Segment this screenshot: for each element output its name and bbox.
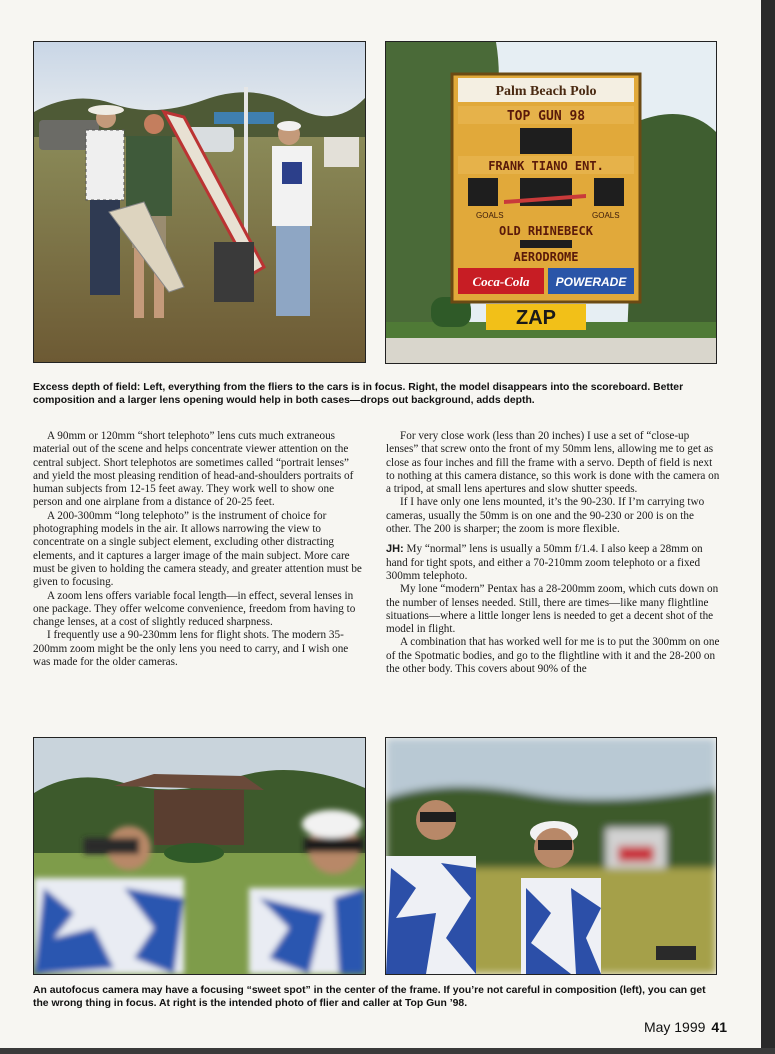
scoreboard-zap-logo: ZAP <box>516 307 556 329</box>
paragraph: For very close work (less than 20 inches) I use a set of “close-up lenses” that screw onto the front of my 50mm lens, allowing me to get as close as four inches and fill the frame with a servo. Depth of field is next to nothing at this camera distance, so this work is done with the camera on a tripod, at small lens apertures and slow shutter speeds. <box>386 430 720 496</box>
page-bottom-shadow <box>0 1048 775 1054</box>
paragraph: A 90mm or 120mm “short telephoto” lens cuts much extraneous material out of the scene and helps concentrate viewer attention on the central subject. Short telephotos are sometimes called “portrait lenses” and yield the most pleasing rendition of head-and-shoulders portraits of human subjects from 12-15 feet away. They work well to show one person and one airplane from a distance of 20-25 feet. <box>33 430 354 509</box>
photo-caption-top: Excess depth of field: Left, everything from the fliers to the cars is in focus. Right, the model disappears into the scoreboard. Better composition and a larger lens opening would help in both cases—drops out background, adds depth. <box>33 382 684 406</box>
paragraph: A zoom lens offers variable focal length—in effect, several lenses in one package. They offer welcome convenience, freedom from having to change lenses, at a cost of slightly reduced sharpness. <box>33 589 356 629</box>
paragraph-speaker <box>386 543 721 583</box>
paragraph: A 200-300mm “long telephoto” is the instrument of choice for photographing models in the air. It allows narrowing the view to concentrate on a single subject element, excluding other distracting elements, and it captures a larger image of the main subject. More care must be given to holding the camera steady, and greater attention must be given to focusing. <box>33 509 362 589</box>
speaker-text: My “normal” lens is usually a 50mm f/1.4. I also keep a 28mm on hand for tight spots, and either a 70-210mm zoom telephoto or a fixed 300mm telephoto. <box>386 543 703 582</box>
photo-caller-out-of-focus <box>33 737 366 975</box>
scoreboard-sponsor-cocacola: Coca-Cola <box>472 274 530 289</box>
paragraph: If I have only one lens mounted, it’s the 90-230. If I’m carrying two cameras, usually the 50mm is on one and the 90-230 or 200 is on the other. The 200 is sharper; the zoom is more flexible. <box>386 496 705 536</box>
photo-caption-bottom: An autofocus camera may have a focusing “sweet spot” in the center of the frame. If you’re not careful in composition (left), you can get the wrong thing in focus. At right is the intended photo of flier and caller at Top Gun ’98. <box>33 985 706 1009</box>
photo-scoreboard <box>385 41 717 364</box>
photo-caller-in-focus <box>385 737 717 975</box>
photo-fliers-with-model <box>33 41 366 363</box>
speaker-label: JH: <box>386 543 404 556</box>
scoreboard-line-top-gun: TOP GUN 98 <box>506 109 586 124</box>
scoreboard-line-frank-tiano: FRANK TIANO ENT. <box>488 159 604 173</box>
scoreboard-sponsor-poweradep: POWERADE <box>555 275 627 289</box>
scoreboard-goals-left: GOALS <box>476 211 504 220</box>
photo-fliers-illustration <box>34 42 365 362</box>
scoreboard-goals-right: GOALS <box>592 211 620 220</box>
issue-date: May 1999 <box>643 1019 706 1035</box>
page-edge-shadow <box>761 0 775 1054</box>
photo-caller-sharp-illustration <box>386 738 716 974</box>
paragraph: I frequently use a 90-230mm lens for flight shots. The modern 35-200mm zoom might be the only lens you need to carry, and I wish one was made for the older cameras. <box>33 629 349 669</box>
scoreboard-line-palm-beach: Palm Beach Polo <box>495 84 597 99</box>
paragraph: A combination that has worked well for me is to put the 300mm on one of the Spotmatic bodies, and go to the flightline with it and the 28-200 on the other body. This covers about 90% of the <box>386 636 720 676</box>
scoreboard-line-rhinebeck: OLD RHINEBECK <box>499 224 593 238</box>
page-number: 41 <box>711 1019 727 1035</box>
scoreboard-line-aerodrome: AERODROME <box>513 250 579 264</box>
page-folio <box>644 1019 727 1035</box>
photo-scoreboard-illustration <box>386 42 716 363</box>
article-column-right <box>386 430 721 676</box>
article-column-left <box>33 430 366 669</box>
photo-caller-blur-illustration <box>34 738 365 974</box>
paragraph: My lone “modern” Pentax has a 28-200mm zoom, which cuts down on the number of lenses needed. Still, there are times—like many flightline situations—where a little longer lens is needed to get a decent shot of the model in flight. <box>386 583 719 636</box>
